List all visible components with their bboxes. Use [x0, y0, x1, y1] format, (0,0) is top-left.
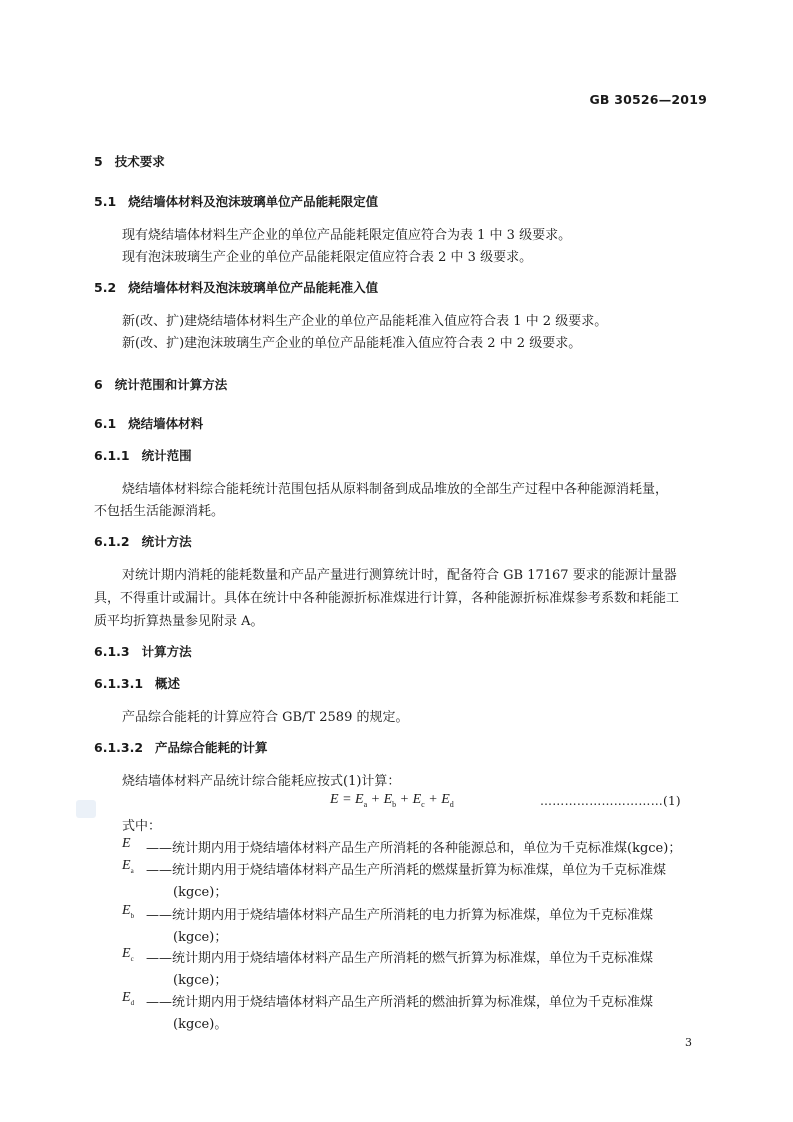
standard-code: GB 30526—2019 [589, 92, 707, 107]
heading-title: 统计范围 [141, 448, 192, 463]
equation-term: E [412, 792, 422, 807]
equation-subscript: d [449, 799, 454, 809]
paragraph: 新(改、扩)建烧结墙体材料生产企业的单位产品能耗准入值应符合表 1 中 2 级要求。 [122, 314, 608, 329]
heading-title: 烧结墙体材料及泡沫玻璃单位产品能耗限定值 [128, 194, 379, 209]
heading-section-6-1 [94, 414, 203, 432]
heading-number: 6.1.3.2 [94, 740, 144, 755]
heading-title: 烧结墙体材料 [128, 416, 204, 431]
equation-subscript: c [421, 799, 425, 809]
heading-number: 5 [94, 154, 103, 169]
equation-plus: + [367, 792, 384, 807]
page-number: 3 [685, 1036, 692, 1049]
heading-section-6-1-3-1 [94, 674, 180, 692]
heading-title: 技术要求 [114, 154, 165, 169]
equation-subscript: a [363, 799, 368, 809]
definition-continuation: (kgce)； [173, 885, 228, 900]
heading-section-5-2 [94, 278, 378, 296]
heading-number: 5.2 [94, 280, 117, 295]
equation-term: E [355, 792, 364, 807]
paragraph-continuation: 不包括生活能源消耗。 [94, 504, 225, 519]
heading-number: 6.1.1 [94, 448, 130, 463]
definition-text: ——统计期内用于烧结墙体材料产品生产所消耗的各种能源总和，单位为千克标准煤(kgce)； [146, 841, 682, 856]
heading-section-6-1-3-2 [94, 738, 268, 756]
definition-symbol: $E_d$ [122, 990, 135, 1007]
paragraph: 对统计期内消耗的能耗数量和产品产量进行测算统计时，配备符合 GB 17167 要求的能源计量器 [122, 568, 677, 583]
heading-number: 6 [94, 377, 103, 392]
heading-section-5-1 [94, 192, 378, 210]
heading-title: 烧结墙体材料及泡沫玻璃单位产品能耗准入值 [128, 280, 379, 295]
paragraph: 产品综合能耗的计算应符合 GB/T 2589 的规定。 [122, 710, 409, 725]
heading-number: 6.1.3 [94, 644, 130, 659]
paragraph: 烧结墙体材料综合能耗统计范围包括从原料制备到成品堆放的全部生产过程中各种能源消耗量， [122, 482, 669, 497]
heading-title: 产品综合能耗的计算 [155, 740, 268, 755]
heading-number: 6.1.3.1 [94, 676, 144, 691]
equation-plus: + [396, 792, 413, 807]
definition-continuation: (kgce)； [173, 973, 228, 988]
definition-symbol: $E_b$ [122, 903, 135, 920]
heading-section-6-1-3 [94, 642, 192, 660]
equation-lhs: E [330, 792, 339, 807]
definition-continuation: (kgce)； [173, 930, 228, 945]
heading-section-6 [94, 375, 227, 393]
paragraph-continuation: 具，不得重计或漏计。具体在统计中各种能源折标准煤进行计算，各种能源折标准煤参考系数和耗能工 [94, 591, 680, 606]
paragraph: 现有泡沫玻璃生产企业的单位产品能耗限定值应符合表 2 中 3 级要求。 [122, 250, 533, 265]
paragraph: 新(改、扩)建泡沫玻璃生产企业的单位产品能耗准入值应符合表 2 中 2 级要求。 [122, 336, 582, 351]
heading-section-6-1-1 [94, 446, 192, 464]
paragraph-continuation: 质平均折算热量参见附录 A。 [94, 614, 264, 629]
equation-term: E [441, 792, 450, 807]
paragraph: 烧结墙体材料产品统计综合能耗应按式(1)计算： [122, 774, 401, 789]
heading-number: 5.1 [94, 194, 117, 209]
heading-title: 统计方法 [141, 534, 192, 549]
heading-title: 概述 [155, 676, 181, 691]
equation-equals: = [338, 792, 356, 807]
definition-text: ——统计期内用于烧结墙体材料产品生产所消耗的燃煤量折算为标准煤，单位为千克标准煤 [146, 863, 667, 878]
watermark-stamp [76, 800, 96, 818]
definition-text: ——统计期内用于烧结墙体材料产品生产所消耗的燃油折算为标准煤，单位为千克标准煤 [146, 995, 654, 1010]
definition-text: ——统计期内用于烧结墙体材料产品生产所消耗的燃气折算为标准煤，单位为千克标准煤 [146, 951, 654, 966]
definition-continuation: (kgce)。 [173, 1017, 228, 1032]
heading-section-5 [94, 152, 165, 170]
equation-plus: + [424, 792, 442, 807]
where-label: 式中： [122, 819, 162, 834]
heading-number: 6.1.2 [94, 534, 130, 549]
paragraph: 现有烧结墙体材料生产企业的单位产品能耗限定值应符合为表 1 中 3 级要求。 [122, 228, 572, 243]
heading-title: 统计范围和计算方法 [114, 377, 228, 392]
equation-term: E [383, 792, 393, 807]
equation-subscript: b [392, 799, 397, 809]
definition-symbol: E [122, 836, 131, 851]
heading-number: 6.1 [94, 416, 117, 431]
definition-text: ——统计期内用于烧结墙体材料产品生产所消耗的电力折算为标准煤，单位为千克标准煤 [146, 908, 654, 923]
equation-number: …………………………(1) [540, 794, 681, 808]
heading-section-6-1-2 [94, 532, 192, 550]
definition-symbol: $E_c$ [122, 946, 134, 963]
definition-symbol: $E_a$ [122, 858, 134, 875]
equation [330, 792, 454, 809]
heading-title: 计算方法 [141, 644, 192, 659]
